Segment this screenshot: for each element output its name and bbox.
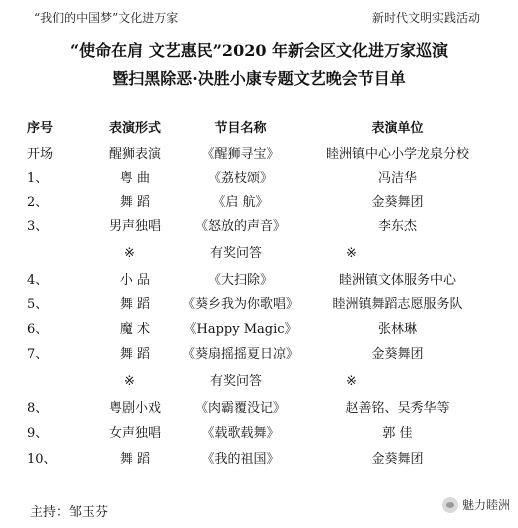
table-row	[0, 318, 518, 342]
table-row	[0, 293, 518, 317]
row-form: 舞 蹈	[119, 347, 151, 362]
row-form: 魔 术	[119, 322, 151, 337]
table-row	[0, 191, 518, 215]
row-name: 《大扫除》	[207, 273, 273, 288]
host-credit: 主持：邹玉芬	[30, 505, 109, 520]
table-row	[0, 167, 518, 191]
watermark-label: 魅力睦洲	[461, 498, 510, 512]
row-seq: 5、	[27, 297, 49, 312]
row-unit: 金葵舞团	[371, 347, 424, 362]
table-row	[0, 215, 518, 239]
separator-mark: ※	[346, 246, 357, 261]
row-unit: 张林琳	[377, 322, 417, 337]
row-name: 《怒放的声音》	[194, 219, 286, 234]
row-seq: 7、	[27, 347, 49, 362]
row-name: 《肉霸覆没记》	[194, 401, 286, 416]
quiz-separator-row	[0, 242, 518, 266]
row-seq: 1、	[27, 171, 49, 186]
column-header-form: 表演形式	[108, 121, 161, 136]
row-form: 醒狮表演	[108, 147, 161, 162]
row-name: 《启 航》	[212, 195, 269, 210]
table-row	[0, 397, 518, 421]
row-unit: 睦洲镇舞蹈志愿服务队	[332, 297, 463, 312]
row-unit: 冯洁华	[377, 171, 417, 186]
row-form: 粤剧小戏	[108, 401, 161, 416]
row-unit: 金葵舞团	[371, 452, 424, 467]
separator-mark: ※	[124, 374, 135, 389]
row-unit: 金葵舞团	[371, 195, 424, 210]
column-header-seq: 序号	[27, 121, 54, 136]
row-seq: 8、	[27, 401, 49, 416]
row-name: 《我的祖国》	[201, 452, 280, 467]
row-form: 小 品	[119, 273, 151, 288]
header-right-slogan: 新时代文明实践活动	[371, 11, 480, 25]
row-form: 男声独唱	[108, 219, 161, 234]
row-unit: 李东杰	[377, 219, 417, 234]
table-row	[0, 448, 518, 472]
row-name: 《葵扇摇摇夏日凉》	[181, 347, 299, 362]
row-seq: 10、	[27, 452, 57, 467]
separator-mark: ※	[346, 374, 357, 389]
wechat-icon	[442, 497, 458, 513]
row-form: 粤 曲	[119, 171, 151, 186]
row-unit: 睦洲镇文体服务中心	[338, 273, 456, 288]
row-seq: 开场	[27, 147, 54, 162]
row-form: 舞 蹈	[119, 195, 151, 210]
row-seq: 3、	[27, 219, 49, 234]
row-name: 《荔枝颂》	[207, 171, 273, 186]
row-name: 《Happy Magic》	[183, 322, 298, 337]
separator-mark: ※	[124, 246, 135, 261]
row-seq: 2、	[27, 195, 49, 210]
row-seq: 4、	[27, 273, 49, 288]
row-seq: 6、	[27, 322, 49, 337]
table-row	[0, 143, 518, 167]
row-unit: 睦洲镇中心小学龙泉分校	[325, 147, 469, 162]
quiz-separator-row	[0, 370, 518, 394]
row-form: 舞 蹈	[119, 452, 151, 467]
table-header-row	[0, 117, 518, 141]
row-form: 舞 蹈	[119, 297, 151, 312]
table-row	[0, 269, 518, 293]
row-unit: 赵善铭、吴秀华等	[345, 401, 450, 416]
row-name: 《葵乡我为你歌唱》	[181, 297, 299, 312]
table-row	[0, 343, 518, 367]
row-name: 《醒狮寻宝》	[201, 147, 280, 162]
table-row	[0, 422, 518, 446]
row-unit: 郭 佳	[382, 426, 413, 441]
separator-label: 有奖问答	[210, 246, 263, 261]
header-left-slogan: “我们的中国梦”文化进万家	[34, 11, 179, 25]
title-line-2: 暨扫黑除恶·决胜小康专题文艺晚会节目单	[112, 69, 406, 88]
row-seq: 9、	[27, 426, 49, 441]
watermark	[442, 496, 510, 513]
column-header-unit: 表演单位	[371, 121, 424, 136]
title-line-1: “使命在肩 文艺惠民”2020 年新会区文化进万家巡演	[69, 41, 449, 60]
separator-label: 有奖问答	[210, 374, 263, 389]
row-form: 女声独唱	[108, 426, 161, 441]
row-name: 《载歌载舞》	[201, 426, 280, 441]
column-header-name: 节目名称	[214, 121, 267, 136]
